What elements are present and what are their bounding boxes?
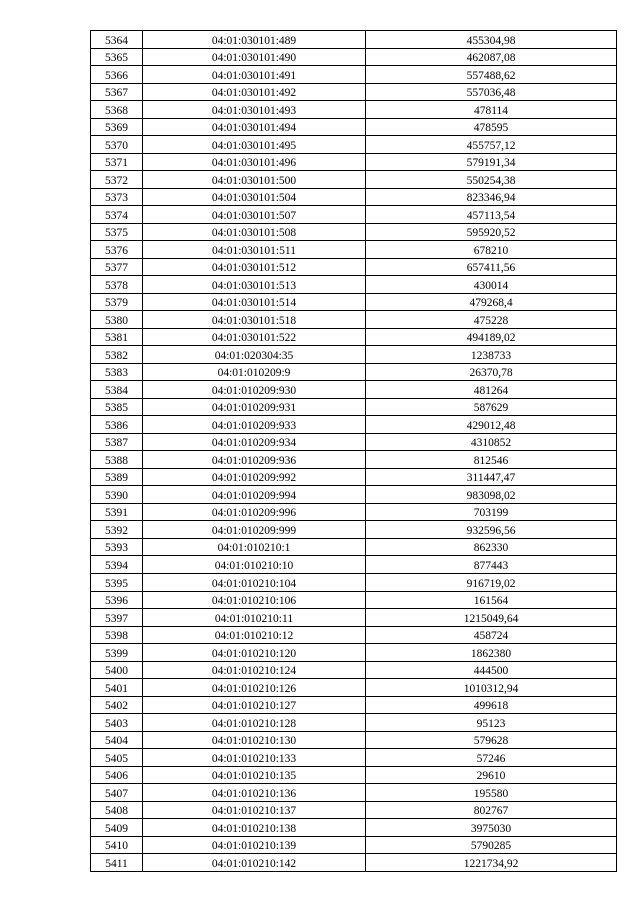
cadastral-number-cell: 04:01:030101:504 bbox=[143, 188, 366, 206]
row-number-cell: 5369 bbox=[91, 118, 143, 136]
cadastral-value-cell: 57246 bbox=[366, 749, 617, 767]
cadastral-number-cell: 04:01:010209:934 bbox=[143, 433, 366, 451]
table-row bbox=[91, 556, 617, 574]
table-row bbox=[91, 241, 617, 259]
table-row bbox=[91, 223, 617, 241]
cadastral-value-cell: 657411,56 bbox=[366, 258, 617, 276]
table-row bbox=[91, 66, 617, 84]
table-row bbox=[91, 503, 617, 521]
table-row bbox=[91, 538, 617, 556]
table-row bbox=[91, 836, 617, 854]
cadastral-number-cell: 04:01:030101:513 bbox=[143, 276, 366, 294]
cadastral-value-cell: 678210 bbox=[366, 241, 617, 259]
cadastral-number-cell: 04:01:020304:35 bbox=[143, 346, 366, 364]
cadastral-number-cell: 04:01:030101:507 bbox=[143, 206, 366, 224]
cadastral-number-cell: 04:01:030101:514 bbox=[143, 293, 366, 311]
row-number-cell: 5386 bbox=[91, 416, 143, 434]
table-row bbox=[91, 784, 617, 802]
cadastral-value-cell: 494189,02 bbox=[366, 328, 617, 346]
cadastral-value-cell: 1238733 bbox=[366, 346, 617, 364]
table-row bbox=[91, 451, 617, 469]
row-number-cell: 5404 bbox=[91, 731, 143, 749]
table-row bbox=[91, 118, 617, 136]
cadastral-number-cell: 04:01:030101:494 bbox=[143, 118, 366, 136]
table-row bbox=[91, 83, 617, 101]
row-number-cell: 5377 bbox=[91, 258, 143, 276]
row-number-cell: 5406 bbox=[91, 766, 143, 784]
cadastral-number-cell: 04:01:010210:128 bbox=[143, 714, 366, 732]
row-number-cell: 5389 bbox=[91, 468, 143, 486]
cadastral-value-cell: 4310852 bbox=[366, 433, 617, 451]
row-number-cell: 5381 bbox=[91, 328, 143, 346]
table-row bbox=[91, 731, 617, 749]
table-row bbox=[91, 258, 617, 276]
table-row bbox=[91, 468, 617, 486]
cadastral-number-cell: 04:01:010210:138 bbox=[143, 819, 366, 837]
cadastral-value-cell: 1215049,64 bbox=[366, 609, 617, 627]
row-number-cell: 5365 bbox=[91, 48, 143, 66]
cadastral-number-cell: 04:01:010209:994 bbox=[143, 486, 366, 504]
table-row bbox=[91, 679, 617, 697]
row-number-cell: 5366 bbox=[91, 66, 143, 84]
cadastral-number-cell: 04:01:010210:137 bbox=[143, 801, 366, 819]
cadastral-number-cell: 04:01:030101:489 bbox=[143, 31, 366, 49]
row-number-cell: 5373 bbox=[91, 188, 143, 206]
table-row bbox=[91, 153, 617, 171]
cadastral-number-cell: 04:01:030101:490 bbox=[143, 48, 366, 66]
cadastral-value-cell: 3975030 bbox=[366, 819, 617, 837]
table-row bbox=[91, 363, 617, 381]
cadastral-number-cell: 04:01:010210:11 bbox=[143, 609, 366, 627]
cadastral-number-cell: 04:01:030101:491 bbox=[143, 66, 366, 84]
cadastral-value-cell: 579191,34 bbox=[366, 153, 617, 171]
cadastral-value-cell: 481264 bbox=[366, 381, 617, 399]
cadastral-value-cell: 823346,94 bbox=[366, 188, 617, 206]
cadastral-value-cell: 595920,52 bbox=[366, 223, 617, 241]
cadastral-value-cell: 557036,48 bbox=[366, 83, 617, 101]
cadastral-value-cell: 703199 bbox=[366, 503, 617, 521]
cadastral-value-cell: 161564 bbox=[366, 591, 617, 609]
cadastral-value-cell: 877443 bbox=[366, 556, 617, 574]
row-number-cell: 5395 bbox=[91, 573, 143, 591]
row-number-cell: 5411 bbox=[91, 854, 143, 872]
cadastral-value-cell: 444500 bbox=[366, 661, 617, 679]
cadastral-number-cell: 04:01:010210:136 bbox=[143, 784, 366, 802]
table-row bbox=[91, 661, 617, 679]
table-row bbox=[91, 433, 617, 451]
row-number-cell: 5380 bbox=[91, 311, 143, 329]
table-row bbox=[91, 188, 617, 206]
table-row bbox=[91, 398, 617, 416]
table-row bbox=[91, 311, 617, 329]
table-row bbox=[91, 381, 617, 399]
cadastral-number-cell: 04:01:010210:135 bbox=[143, 766, 366, 784]
row-number-cell: 5405 bbox=[91, 749, 143, 767]
row-number-cell: 5409 bbox=[91, 819, 143, 837]
row-number-cell: 5401 bbox=[91, 679, 143, 697]
table-row bbox=[91, 101, 617, 119]
row-number-cell: 5376 bbox=[91, 241, 143, 259]
cadastral-value-cell: 802767 bbox=[366, 801, 617, 819]
table-row bbox=[91, 714, 617, 732]
row-number-cell: 5372 bbox=[91, 171, 143, 189]
cadastral-number-cell: 04:01:010209:996 bbox=[143, 503, 366, 521]
table-row bbox=[91, 346, 617, 364]
row-number-cell: 5367 bbox=[91, 83, 143, 101]
table-row bbox=[91, 696, 617, 714]
table-row bbox=[91, 171, 617, 189]
cadastral-number-cell: 04:01:010210:104 bbox=[143, 573, 366, 591]
table-row bbox=[91, 749, 617, 767]
cadastral-number-cell: 04:01:010210:127 bbox=[143, 696, 366, 714]
row-number-cell: 5407 bbox=[91, 784, 143, 802]
row-number-cell: 5375 bbox=[91, 223, 143, 241]
cadastral-number-cell: 04:01:010209:9 bbox=[143, 363, 366, 381]
row-number-cell: 5383 bbox=[91, 363, 143, 381]
table-row bbox=[91, 819, 617, 837]
table-row bbox=[91, 521, 617, 539]
row-number-cell: 5410 bbox=[91, 836, 143, 854]
cadastral-number-cell: 04:01:010209:992 bbox=[143, 468, 366, 486]
cadastral-number-cell: 04:01:010209:933 bbox=[143, 416, 366, 434]
cadastral-value-cell: 311447,47 bbox=[366, 468, 617, 486]
cadastral-value-cell: 932596,56 bbox=[366, 521, 617, 539]
table-row bbox=[91, 293, 617, 311]
cadastral-value-cell: 1862380 bbox=[366, 644, 617, 662]
cadastral-number-cell: 04:01:010210:130 bbox=[143, 731, 366, 749]
row-number-cell: 5400 bbox=[91, 661, 143, 679]
cadastral-value-cell: 462087,08 bbox=[366, 48, 617, 66]
table-row bbox=[91, 276, 617, 294]
cadastral-value-table bbox=[90, 30, 617, 872]
cadastral-number-cell: 04:01:030101:511 bbox=[143, 241, 366, 259]
cadastral-number-cell: 04:01:030101:493 bbox=[143, 101, 366, 119]
cadastral-value-cell: 587629 bbox=[366, 398, 617, 416]
row-number-cell: 5399 bbox=[91, 644, 143, 662]
cadastral-number-cell: 04:01:030101:492 bbox=[143, 83, 366, 101]
cadastral-number-cell: 04:01:010209:936 bbox=[143, 451, 366, 469]
cadastral-value-cell: 1010312,94 bbox=[366, 679, 617, 697]
row-number-cell: 5371 bbox=[91, 153, 143, 171]
cadastral-value-cell: 430014 bbox=[366, 276, 617, 294]
cadastral-number-cell: 04:01:010210:12 bbox=[143, 626, 366, 644]
cadastral-number-cell: 04:01:010210:1 bbox=[143, 538, 366, 556]
cadastral-value-cell: 478595 bbox=[366, 118, 617, 136]
row-number-cell: 5394 bbox=[91, 556, 143, 574]
cadastral-value-cell: 499618 bbox=[366, 696, 617, 714]
row-number-cell: 5385 bbox=[91, 398, 143, 416]
cadastral-value-cell: 5790285 bbox=[366, 836, 617, 854]
row-number-cell: 5403 bbox=[91, 714, 143, 732]
row-number-cell: 5364 bbox=[91, 31, 143, 49]
cadastral-number-cell: 04:01:030101:508 bbox=[143, 223, 366, 241]
cadastral-value-cell: 478114 bbox=[366, 101, 617, 119]
row-number-cell: 5384 bbox=[91, 381, 143, 399]
table-row bbox=[91, 31, 617, 49]
row-number-cell: 5382 bbox=[91, 346, 143, 364]
row-number-cell: 5393 bbox=[91, 538, 143, 556]
cadastral-value-cell: 983098,02 bbox=[366, 486, 617, 504]
cadastral-number-cell: 04:01:010210:126 bbox=[143, 679, 366, 697]
cadastral-value-cell: 458724 bbox=[366, 626, 617, 644]
cadastral-value-cell: 429012,48 bbox=[366, 416, 617, 434]
table-row bbox=[91, 591, 617, 609]
table-row bbox=[91, 206, 617, 224]
table-body bbox=[91, 31, 617, 872]
cadastral-value-cell: 26370,78 bbox=[366, 363, 617, 381]
row-number-cell: 5390 bbox=[91, 486, 143, 504]
cadastral-number-cell: 04:01:010210:106 bbox=[143, 591, 366, 609]
row-number-cell: 5392 bbox=[91, 521, 143, 539]
cadastral-value-cell: 579628 bbox=[366, 731, 617, 749]
row-number-cell: 5379 bbox=[91, 293, 143, 311]
cadastral-number-cell: 04:01:030101:518 bbox=[143, 311, 366, 329]
cadastral-number-cell: 04:01:010210:133 bbox=[143, 749, 366, 767]
cadastral-number-cell: 04:01:010210:124 bbox=[143, 661, 366, 679]
cadastral-value-cell: 479268,4 bbox=[366, 293, 617, 311]
cadastral-value-cell: 455304,98 bbox=[366, 31, 617, 49]
cadastral-number-cell: 04:01:010209:930 bbox=[143, 381, 366, 399]
cadastral-number-cell: 04:01:010209:999 bbox=[143, 521, 366, 539]
table-row bbox=[91, 486, 617, 504]
table-row bbox=[91, 626, 617, 644]
row-number-cell: 5387 bbox=[91, 433, 143, 451]
cadastral-value-cell: 557488,62 bbox=[366, 66, 617, 84]
cadastral-number-cell: 04:01:010210:139 bbox=[143, 836, 366, 854]
row-number-cell: 5370 bbox=[91, 136, 143, 154]
row-number-cell: 5368 bbox=[91, 101, 143, 119]
table-row bbox=[91, 48, 617, 66]
cadastral-value-cell: 457113,54 bbox=[366, 206, 617, 224]
table-row bbox=[91, 609, 617, 627]
cadastral-value-cell: 862330 bbox=[366, 538, 617, 556]
row-number-cell: 5397 bbox=[91, 609, 143, 627]
cadastral-number-cell: 04:01:010209:931 bbox=[143, 398, 366, 416]
cadastral-value-cell: 475228 bbox=[366, 311, 617, 329]
cadastral-value-cell: 550254,38 bbox=[366, 171, 617, 189]
row-number-cell: 5398 bbox=[91, 626, 143, 644]
table-row bbox=[91, 854, 617, 872]
table-row bbox=[91, 416, 617, 434]
table-row bbox=[91, 573, 617, 591]
row-number-cell: 5378 bbox=[91, 276, 143, 294]
row-number-cell: 5408 bbox=[91, 801, 143, 819]
table-row bbox=[91, 136, 617, 154]
cadastral-value-cell: 916719,02 bbox=[366, 573, 617, 591]
row-number-cell: 5391 bbox=[91, 503, 143, 521]
table-row bbox=[91, 644, 617, 662]
row-number-cell: 5388 bbox=[91, 451, 143, 469]
cadastral-value-cell: 1221734,92 bbox=[366, 854, 617, 872]
table-row bbox=[91, 766, 617, 784]
cadastral-number-cell: 04:01:030101:522 bbox=[143, 328, 366, 346]
cadastral-number-cell: 04:01:010210:120 bbox=[143, 644, 366, 662]
cadastral-number-cell: 04:01:030101:495 bbox=[143, 136, 366, 154]
cadastral-value-cell: 455757,12 bbox=[366, 136, 617, 154]
row-number-cell: 5402 bbox=[91, 696, 143, 714]
cadastral-value-cell: 95123 bbox=[366, 714, 617, 732]
table-row bbox=[91, 328, 617, 346]
cadastral-number-cell: 04:01:030101:500 bbox=[143, 171, 366, 189]
cadastral-number-cell: 04:01:030101:512 bbox=[143, 258, 366, 276]
row-number-cell: 5374 bbox=[91, 206, 143, 224]
cadastral-value-cell: 195580 bbox=[366, 784, 617, 802]
cadastral-number-cell: 04:01:030101:496 bbox=[143, 153, 366, 171]
cadastral-number-cell: 04:01:010210:10 bbox=[143, 556, 366, 574]
row-number-cell: 5396 bbox=[91, 591, 143, 609]
cadastral-value-cell: 29610 bbox=[366, 766, 617, 784]
cadastral-value-cell: 812546 bbox=[366, 451, 617, 469]
cadastral-number-cell: 04:01:010210:142 bbox=[143, 854, 366, 872]
table-row bbox=[91, 801, 617, 819]
